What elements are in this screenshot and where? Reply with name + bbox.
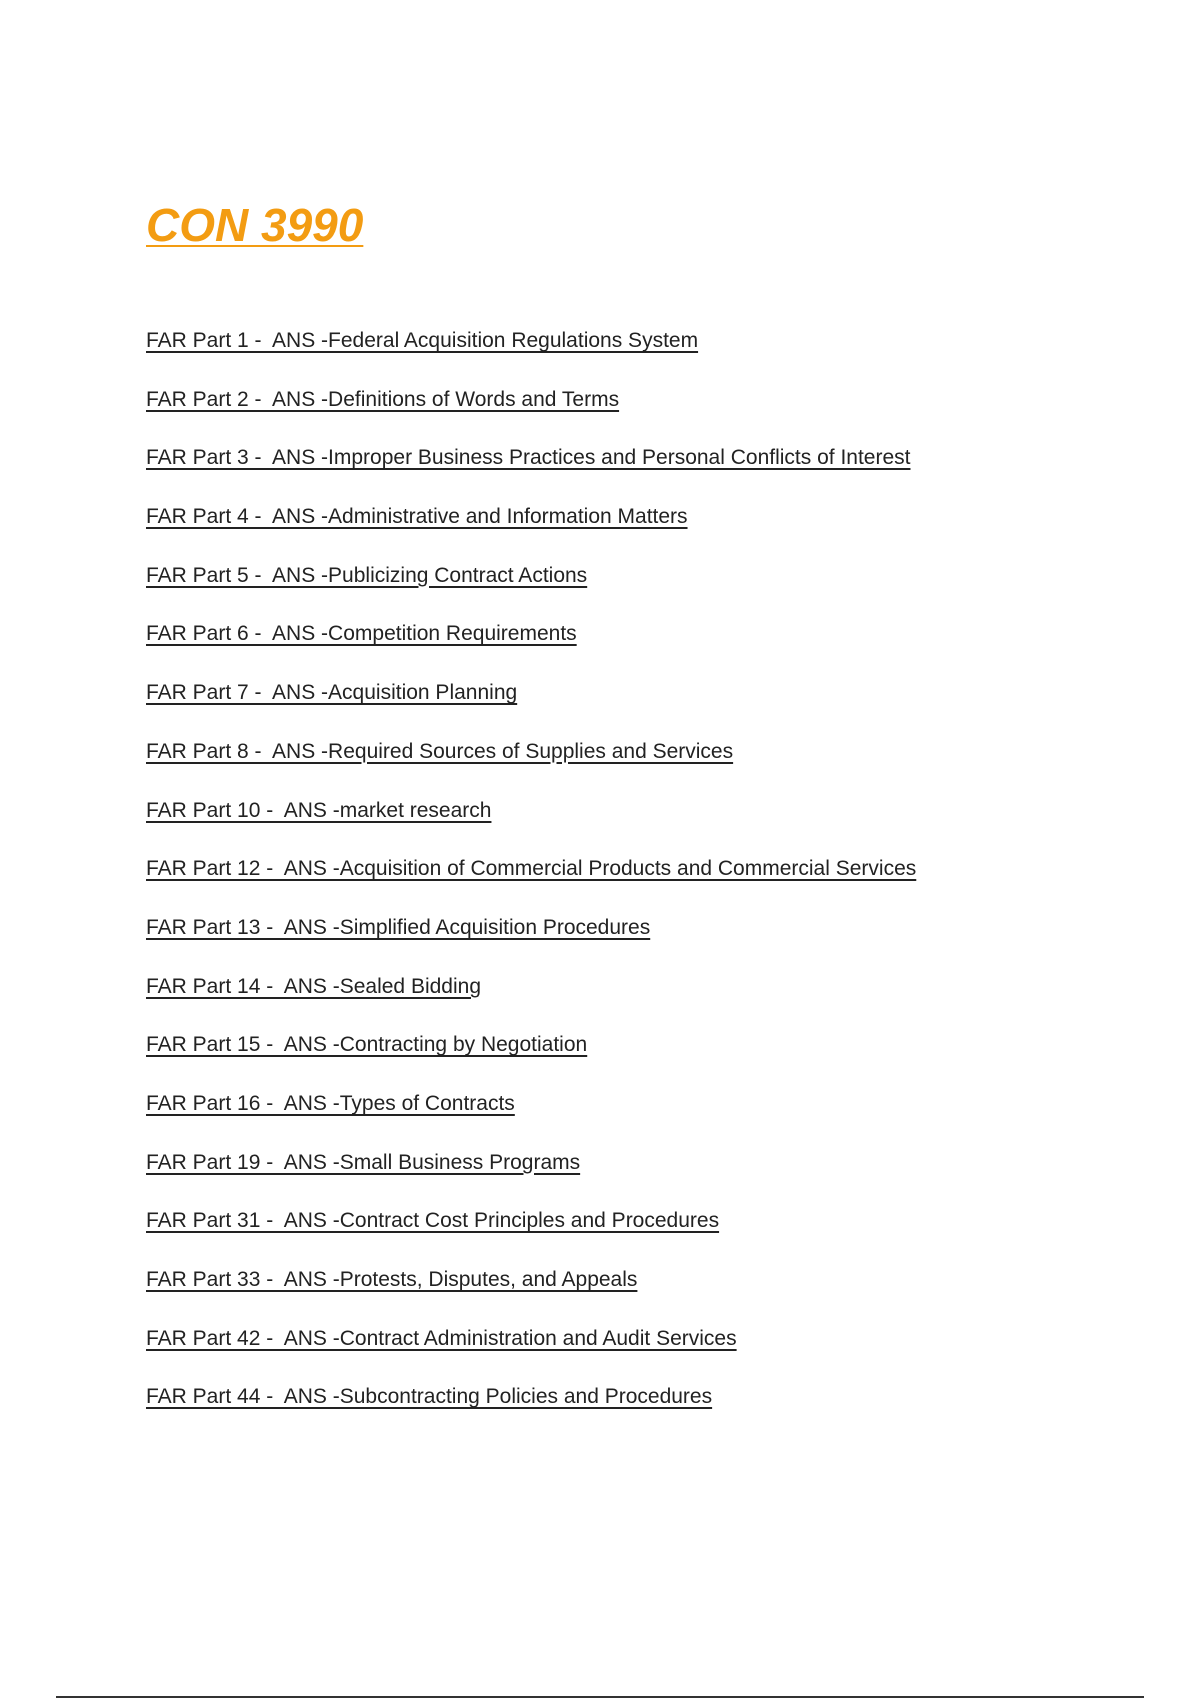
list-item bbox=[146, 739, 916, 798]
list-item bbox=[146, 798, 916, 857]
far-part-13-link[interactable]: FAR Part 13 - ANS -Simplified Acquisition Procedures bbox=[146, 915, 651, 939]
list-item bbox=[146, 1032, 916, 1091]
far-part-33-link[interactable]: FAR Part 33 - ANS -Protests, Disputes, and Appeals bbox=[146, 1268, 638, 1291]
list-item bbox=[146, 1150, 916, 1209]
far-part-7-link[interactable]: FAR Part 7 - ANS -Acquisition Planning bbox=[146, 681, 518, 705]
list-item bbox=[146, 563, 916, 622]
far-part-3-link[interactable]: FAR Part 3 - ANS -Improper Business Practices and Personal Conflicts of Interest bbox=[146, 446, 911, 470]
footer-divider bbox=[56, 1696, 1144, 1698]
far-part-44-link[interactable]: FAR Part 44 - ANS -Subcontracting Policies and Procedures bbox=[146, 1385, 713, 1409]
list-item bbox=[146, 1267, 916, 1326]
document-title-link[interactable]: CON 3990 bbox=[146, 199, 364, 251]
far-part-19-link[interactable]: FAR Part 19 - ANS -Small Business Programs bbox=[146, 1150, 581, 1174]
far-part-10-link[interactable]: FAR Part 10 - ANS -market research bbox=[146, 798, 492, 822]
far-part-5-link[interactable]: FAR Part 5 - ANS -Publicizing Contract Actions bbox=[146, 563, 588, 587]
far-part-4-link[interactable]: FAR Part 4 - ANS -Administrative and Information Matters bbox=[146, 505, 688, 529]
list-item bbox=[146, 1208, 916, 1267]
list-item bbox=[146, 621, 916, 680]
list-item bbox=[146, 1091, 916, 1150]
list-item bbox=[146, 1384, 916, 1443]
far-part-14-link[interactable]: FAR Part 14 - ANS -Sealed Bidding bbox=[146, 974, 482, 998]
far-part-8-link[interactable]: FAR Part 8 - ANS -Required Sources of Supplies and Services bbox=[146, 739, 734, 763]
far-part-31-link[interactable]: FAR Part 31 - ANS -Contract Cost Principles and Procedures bbox=[146, 1209, 720, 1233]
list-item bbox=[146, 445, 916, 504]
far-part-16-link[interactable]: FAR Part 16 - ANS -Types of Contracts bbox=[146, 1091, 515, 1115]
far-part-1-link[interactable]: FAR Part 1 - ANS -Federal Acquisition Regulations System bbox=[146, 329, 699, 352]
list-item bbox=[146, 856, 916, 915]
list-item bbox=[146, 1326, 916, 1385]
far-parts-link-list bbox=[146, 328, 916, 1443]
list-item bbox=[146, 504, 916, 563]
list-item bbox=[146, 680, 916, 739]
list-item bbox=[146, 387, 916, 446]
far-part-12-link[interactable]: FAR Part 12 - ANS -Acquisition of Commercial Products and Commercial Services bbox=[146, 857, 917, 881]
list-item bbox=[146, 328, 916, 387]
far-part-15-link[interactable]: FAR Part 15 - ANS -Contracting by Negotiation bbox=[146, 1033, 588, 1057]
far-part-2-link[interactable]: FAR Part 2 - ANS -Definitions of Words and Terms bbox=[146, 387, 620, 411]
list-item bbox=[146, 915, 916, 974]
far-part-6-link[interactable]: FAR Part 6 - ANS -Competition Requirements bbox=[146, 622, 577, 646]
far-part-42-link[interactable]: FAR Part 42 - ANS -Contract Administration and Audit Services bbox=[146, 1326, 737, 1350]
list-item bbox=[146, 974, 916, 1033]
